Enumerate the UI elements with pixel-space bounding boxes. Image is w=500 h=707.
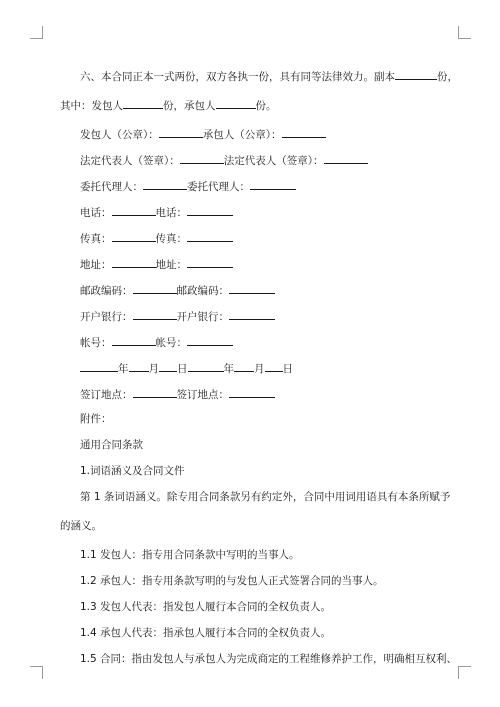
label-employer-year: 年 [118, 363, 129, 375]
label-contractor-agent: 委托代理人： [187, 181, 250, 193]
blank-contractor-bank [229, 308, 275, 320]
definition-1-2: 1.2 承包人：指专用条款写明的与发包人正式签署合同的当事人。 [80, 575, 384, 587]
blank-employer-seal [159, 126, 203, 138]
address-row [80, 256, 233, 272]
label-employer-signing-place: 签订地点： [80, 389, 133, 401]
blank-contractor-day [265, 360, 283, 372]
blank-contractor-phone [187, 204, 233, 216]
blank-employer-day [159, 360, 177, 372]
label-employer-legal-rep: 法定代表人（签章）： [80, 155, 180, 167]
label-contractor-seal: 承包人（公章）： [202, 129, 282, 141]
label-employer-phone: 电话： [80, 207, 112, 219]
label-contractor-month: 月 [254, 363, 265, 375]
label-contractor-fax: 传真： [155, 233, 187, 245]
copies-unit: 份。 [255, 100, 277, 112]
blank-contractor-year [188, 360, 224, 372]
definition-1-5: 1.5 合同：指由发包人与承包人为完成商定的工程维修养护工作，明确相互权利、 [80, 653, 458, 665]
agent-row [80, 178, 296, 194]
corner-mark-bottom-left [30, 666, 43, 679]
postcode-row [80, 282, 275, 298]
label-contractor-postcode: 邮政编码： [176, 285, 229, 297]
label-contractor-year: 年 [223, 363, 234, 375]
label-employer-day: 日 [177, 363, 188, 375]
blank-employer-year [80, 360, 118, 372]
label-contractor-address: 地址： [155, 259, 187, 271]
blank-employer-fax [112, 230, 156, 242]
definition-1-3: 1.3 发包人代表：指发包人履行本合同的全权负责人。 [80, 601, 332, 613]
label-contractor-phone: 电话： [155, 207, 187, 219]
blank-contractor-account [187, 334, 233, 346]
blank-employer-phone [112, 204, 156, 216]
label-employer-bank: 开户银行： [80, 311, 133, 323]
label-employer-agent: 委托代理人： [80, 181, 143, 193]
phone-row [80, 204, 233, 220]
blank-contractor-address [187, 256, 233, 268]
blank-contractor-legal-rep [324, 152, 368, 164]
blank-employer-account [112, 334, 156, 346]
definition-1-4: 1.4 承包人代表：指承包人履行本合同的全权负责人。 [80, 627, 332, 639]
definition-1-1: 1.1 发包人：指专用合同条款中写明的当事人。 [80, 549, 300, 561]
signing-place-row [80, 386, 275, 402]
label-employer-copies: 其中：发包人 [60, 100, 123, 112]
article-1-line-2: 的涵义。 [60, 520, 102, 532]
label-contractor-signing-place: 签订地点： [176, 389, 229, 401]
bank-row [80, 308, 275, 324]
blank-employer-agent [143, 178, 187, 190]
account-row [80, 334, 233, 350]
corner-mark-bottom-right [458, 666, 471, 679]
blank-employer-copies [123, 97, 163, 109]
clause-6-text: 六、本合同正本一式两份，双方各执一份，具有同等法律效力。副本 [80, 71, 395, 83]
label-employer-postcode: 邮政编码： [80, 285, 133, 297]
blank-employer-bank [133, 308, 177, 320]
attachment-label: 附件： [80, 413, 112, 425]
clause-6-unit: 份， [437, 71, 458, 83]
label-employer-fax: 传真： [80, 233, 112, 245]
blank-employer-signing-place [133, 386, 177, 398]
section-1-heading: 1.词语涵义及合同文件 [80, 465, 185, 477]
blank-contractor-fax [187, 230, 233, 242]
blank-copy-count [395, 68, 437, 80]
label-employer-address: 地址： [80, 259, 112, 271]
general-terms-title: 通用合同条款 [80, 439, 143, 451]
fax-row [80, 230, 233, 246]
blank-contractor-seal [282, 126, 326, 138]
date-row [80, 360, 293, 376]
blank-employer-postcode [133, 282, 177, 294]
label-contractor-legal-rep: 法定代表人（签章）： [223, 155, 324, 167]
seal-row [80, 126, 326, 142]
blank-contractor-month [234, 360, 254, 372]
label-contractor-copies: 份，承包人 [163, 100, 216, 112]
blank-contractor-postcode [229, 282, 275, 294]
article-1-line-1: 第 1 条词语涵义。除专用合同条款另有约定外，合同中用词用语具有本条所赋予 [80, 491, 451, 503]
label-contractor-account: 帐号： [155, 337, 187, 349]
label-employer-account: 帐号： [80, 337, 112, 349]
blank-contractor-agent [250, 178, 296, 190]
corner-mark-top-left [30, 26, 43, 39]
blank-employer-legal-rep [180, 152, 224, 164]
blank-employer-address [112, 256, 156, 268]
label-employer-month: 月 [148, 363, 159, 375]
label-employer-seal: 发包人（公章）： [80, 129, 159, 141]
legal-rep-row [80, 152, 368, 168]
blank-employer-month [129, 360, 149, 372]
clause-6-line-1 [80, 68, 458, 84]
label-contractor-bank: 开户银行： [176, 311, 229, 323]
blank-contractor-signing-place [229, 386, 275, 398]
blank-contractor-copies [216, 97, 256, 109]
clause-6-line-2 [60, 97, 277, 113]
label-contractor-day: 日 [282, 363, 293, 375]
corner-mark-top-right [458, 26, 471, 39]
